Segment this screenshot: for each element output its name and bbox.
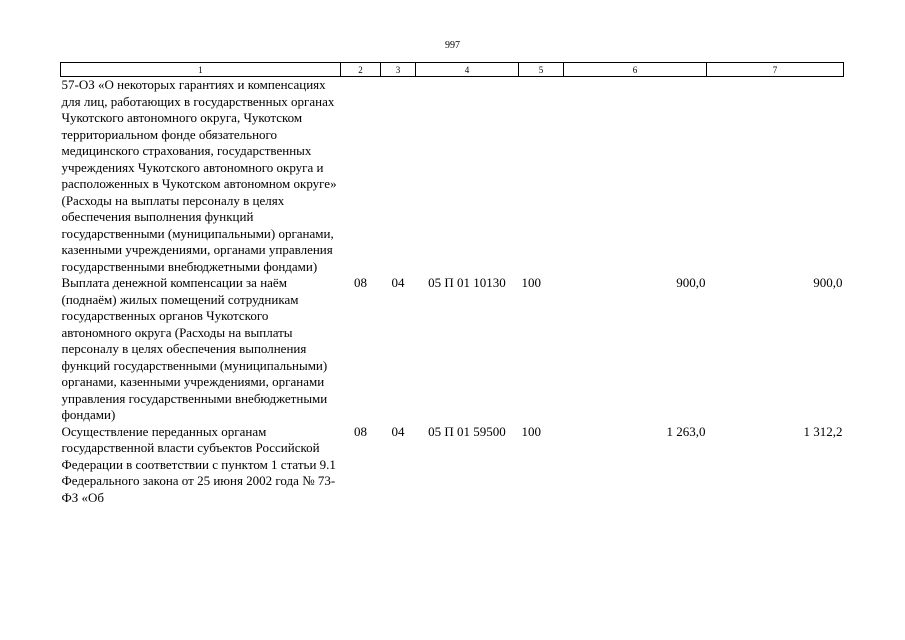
row-description: Выплата денежной компенсации за наём (поднаём) жилых помещений сотрудникам государственных органов Чукотского автономного округа (Расходы на выплаты персоналу в целях обеспечения выполнения функций государственными (муниципальными) органами, казенными учреждениями, органами управления государственными внебюджетными фондами) (61, 275, 328, 422)
row-subsection: 04 (391, 423, 405, 439)
column-header-1: 1 (61, 63, 341, 77)
row-target-code: 05 П 01 59500 (428, 423, 506, 439)
row-section: 08 (354, 275, 367, 290)
table-row (61, 77, 844, 276)
column-header-7: 7 (707, 63, 844, 77)
row-target-code (416, 77, 519, 276)
column-header-4: 4 (416, 63, 519, 77)
row-description: 57-ОЗ «О некоторых гарантиях и компенсациях для лиц, работающих в государственных органах Чукотского автономного округа, Чукотском территориальном фонде обязательного медицинского страхования, государственных учреждениях Чукотского автономного округа и расположенных в Чукотском автономном округе» (Расходы на выплаты персоналу в целях обеспечения выполнения функций государственными (муниципальными) органами, казенными учреждениями, органами управления государственными внебюджетными фондами) (61, 77, 337, 274)
row-amount-2: 1 312,2 (803, 423, 843, 439)
row-amount-1: 900,0 (676, 275, 706, 290)
row-section: 08 (354, 423, 367, 439)
row-amount-2 (707, 77, 844, 276)
column-header-3: 3 (381, 63, 416, 77)
row-target-code: 05 П 01 10130 (428, 275, 506, 290)
column-header-2: 2 (341, 63, 381, 77)
table-row (61, 424, 844, 507)
row-subsection (381, 77, 416, 276)
table-row (61, 275, 844, 424)
row-amount-2: 900,0 (813, 275, 843, 290)
budget-table (60, 62, 844, 506)
page-number: 997 (445, 40, 460, 51)
row-expense-type: 100 (521, 275, 541, 290)
column-header-6: 6 (564, 63, 707, 77)
header-row (61, 63, 844, 77)
row-expense-type: 100 (521, 423, 541, 439)
column-header-5: 5 (519, 63, 564, 77)
row-subsection: 04 (391, 275, 405, 290)
row-section (341, 77, 381, 276)
row-description: Осуществление переданных органам государственной власти субъектов Российской Федерации в соответствии с пунктом 1 статьи 9.1 Федерального закона от 25 июня 2002 года № 73-ФЗ «Об (61, 423, 336, 505)
row-amount-1 (564, 77, 707, 276)
row-amount-1: 1 263,0 (666, 423, 706, 439)
row-expense-type (519, 77, 564, 276)
